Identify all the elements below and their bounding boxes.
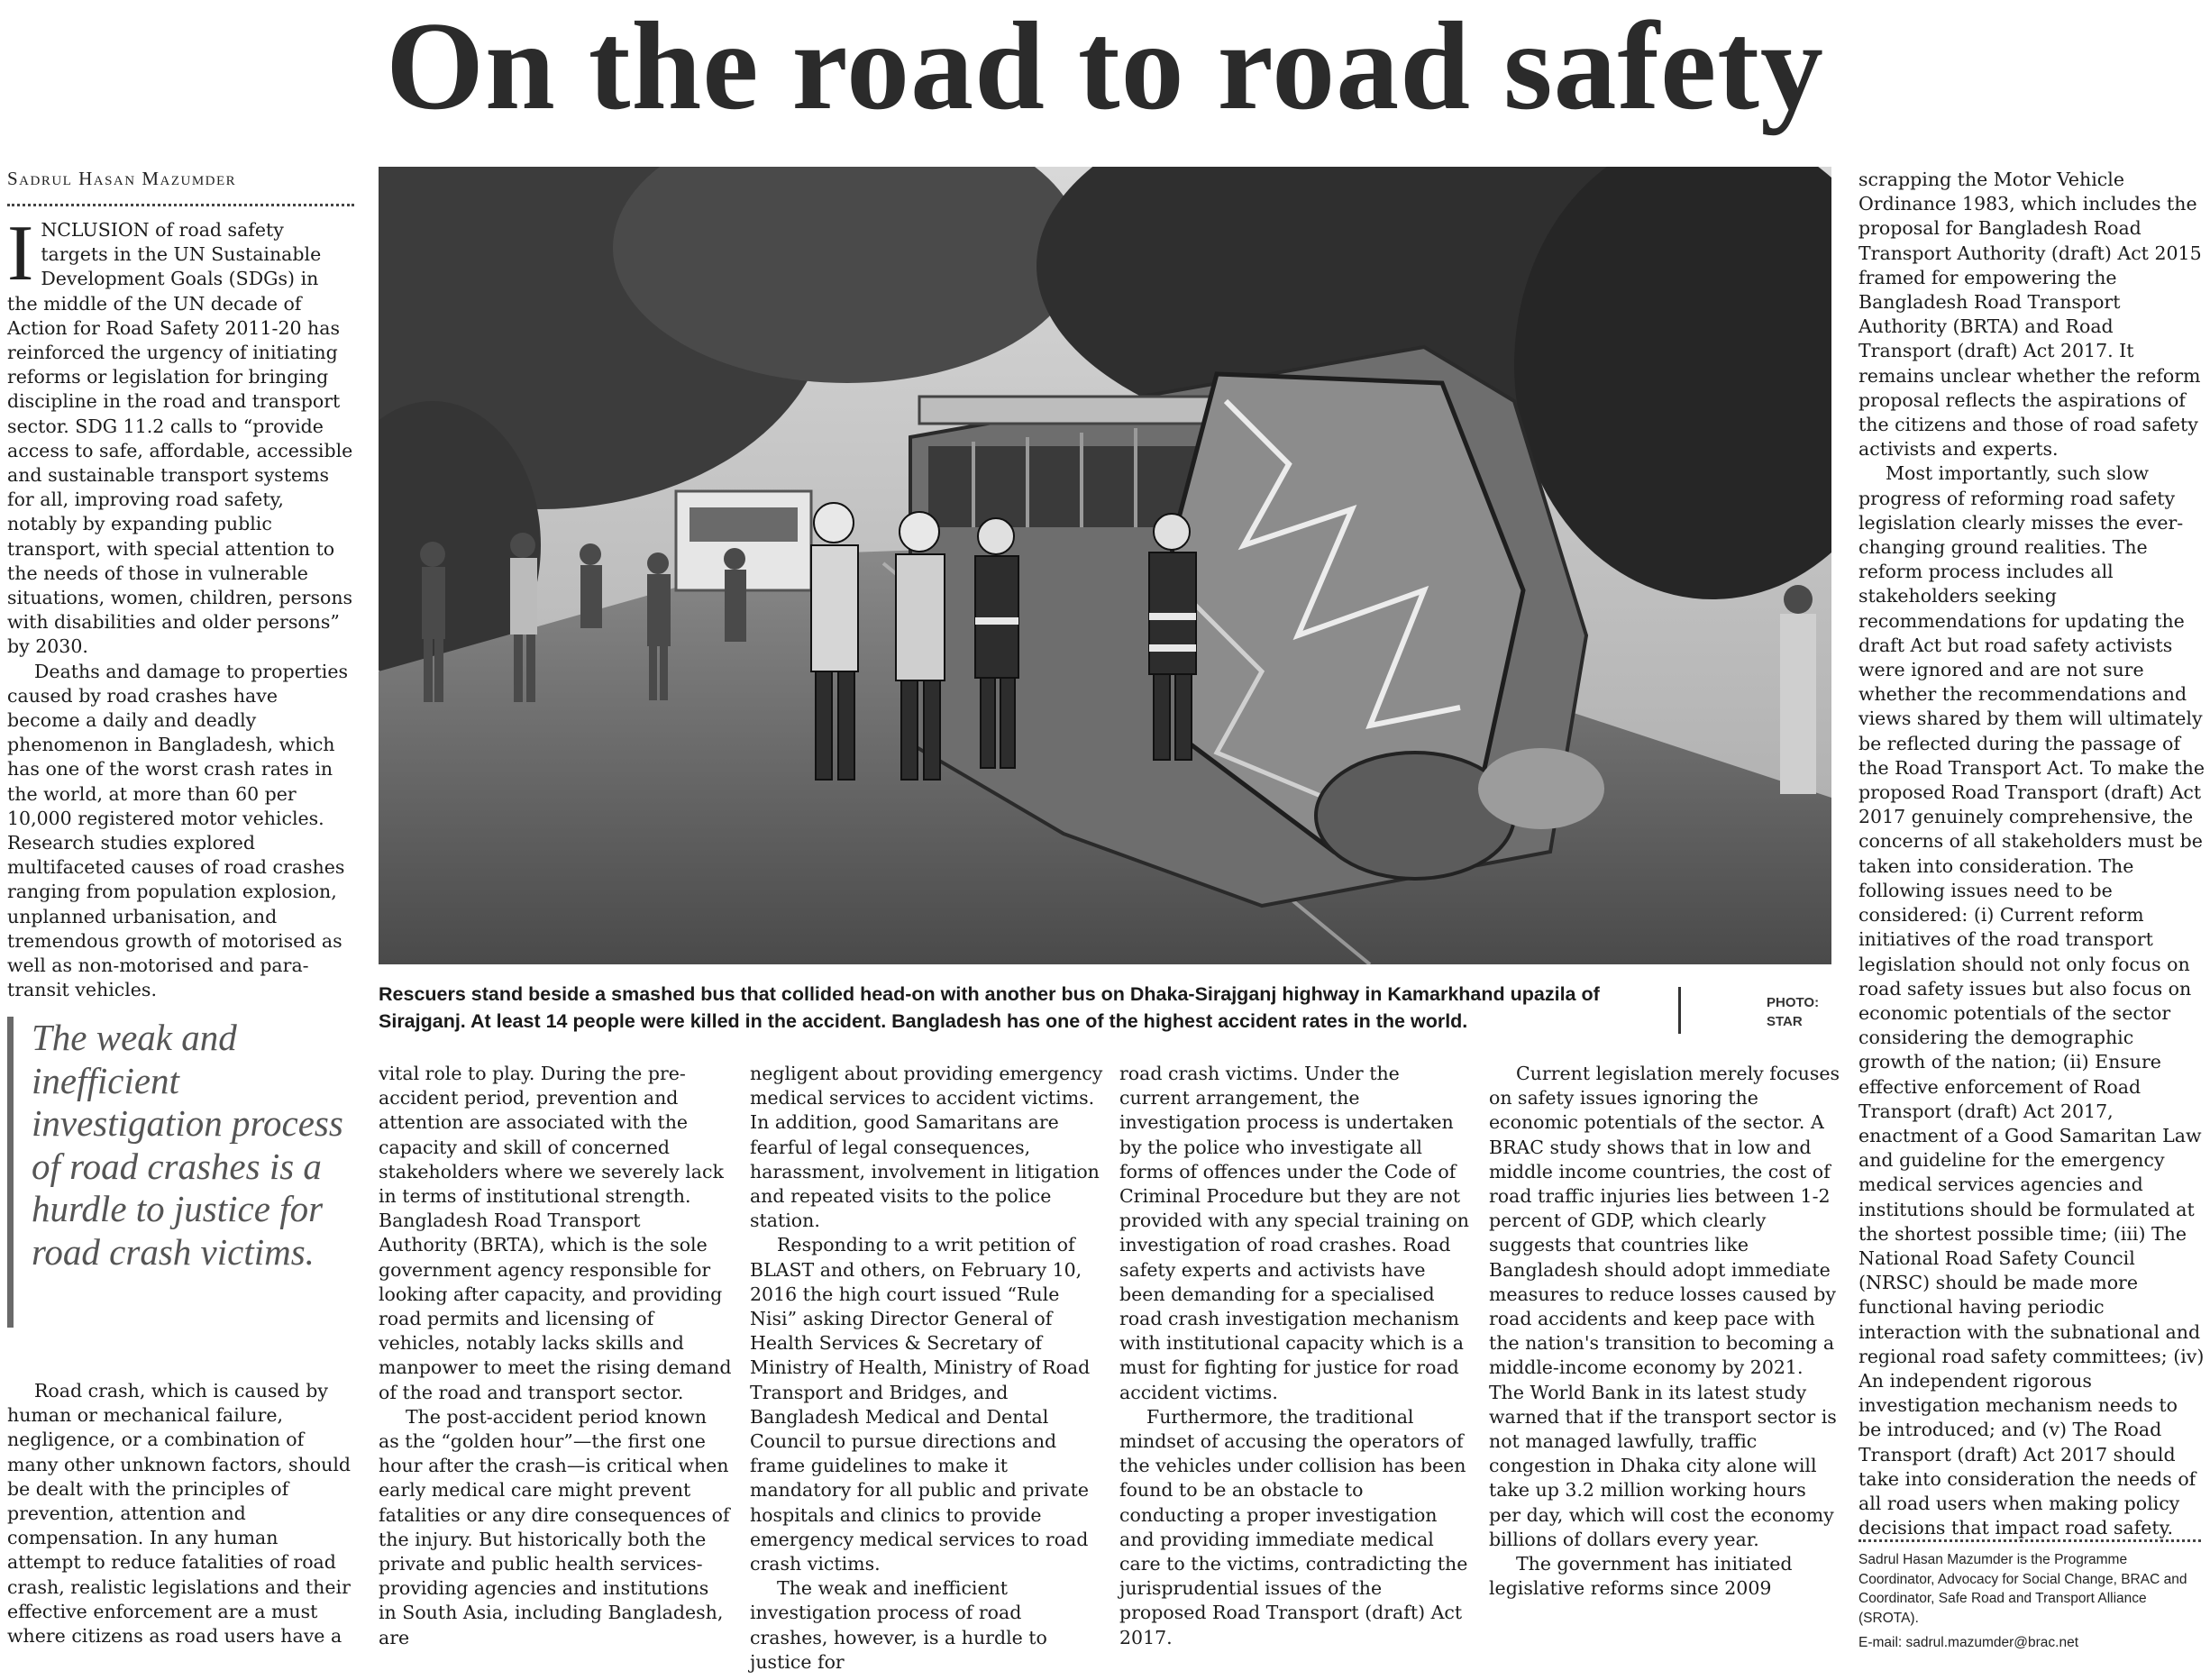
paragraph: Most importantly, such slow progress of reforming road safety legislation clearly misses the ever-changing ground realities. The reform process includes all stakeholders seeking recommendations for updating the draft Act but road safety activists were ignored and are not sure whether the recommendations and views shared by them will ultimately be reflected during the passage of the Road Transport Act. To make the proposed Road Transport (draft) Act 2017 genuinely comprehensive, the concerns of all stakeholders must be taken into consideration. The following issues need to be considered: (i) Current reform initiatives of the road transport legislation should not only focus on road safety issues but also focus on economic potentials of the sector considering the demographic growth of the nation; (ii) Ensure effective enforcement of Road Transport (draft) Act 2017, enactment of a Good Samaritan Law and guideline for the emergency medical services agencies and institutions should be formulated at the shortest possible time; (iii) The National Road Safety Council (NRSC) should be made more functional having periodic interaction with the subnational and regional road safety committees; (iv) An independent rigorous investigation mechanism needs to be introduced; and (v) The Road Transport (draft) Act 2017 should take into consideration the needs of all road users when making policy decisions that impact road safety. [1858,462,2205,1539]
author-email: E-mail: sadrul.mazumder@brac.net [1858,1635,2079,1650]
paragraph: The post-accident period known as the “golden hour”—the first one hour after the crash—is critical when early medical care might prevent fatalities or any dire consequences of the injury. But historically both the private and public health services-providing agencies and institutions in South Asia, including Bangladesh, are [379,1405,730,1648]
paragraph: vital role to play. During the pre-accident period, prevention and attention are associated with the capacity and skill of concerned stakeholders where we severely lack in terms of institutional strength. Bangladesh Road Transport Authority (BRTA), which is the sole government agency responsible for looking after capacity, and providing road permits and licensing of vehicles, notably lacks skills and manpower to meet the rising demand of the road and transport sector. [379,1063,732,1403]
paragraph: Responding to a writ petition of BLAST and others, on February 10, 2016 the high court issued “Rule Nisi” asking Director General of Health Services & Secretary of Ministry of Health, Ministry of Road Transport and Bridges, and Bangladesh Medical and Dental Council to pursue directions and frame guidelines to make it mandatory for all public and private hospitals and clinics to provide emergency medical services to road crash victims. [750,1234,1091,1575]
drop-cap: I [7,210,34,297]
bus-crash-photo-illustration [379,167,1831,964]
news-photo [379,167,1831,964]
column-2 [379,1062,732,1650]
intro-text: NCLUSION of road safety targets in the UN Sustainable Development Goals (SDGs) in the middle of the UN decade of Action for Road Safety 2011-20 has reinforced the urgency of initiating reforms or legislation for bringing discipline in the road and transport sector. SDG 11.2 calls to “provide access to safe, affordable, accessible and sustainable transport systems for all, improving road safety, notably by expanding public transport, with special attention to the needs of those in vulnerable situations, women, children, persons with disabilities and older persons” by 2030. [7,219,353,658]
column-1-upper [7,210,354,1003]
paragraph: Current legislation merely focuses on safety issues ignoring the economic potentials of the sector. A BRAC study shows that in low and middle income countries, the cost of road traffic injuries lies between 1-2 percent of GDP, which clearly suggests that countries like Bangladesh should adopt immediate measures to reduce losses caused by road accidents and keep pace with the nation's transition to becoming a middle-income economy by 2021. The World Bank in its latest study warned that if the transport sector is not managed lawfully, traffic congestion in Dhaka city alone will take up 3.2 million working hours per day, which will cost the economy billions of dollars every year. [1489,1063,1840,1550]
paragraph: The government has initiated legislative reforms since 2009 [1489,1553,1793,1600]
photo-credit-source: STAR [1767,1014,1803,1029]
photo-credit [1767,993,1848,1031]
photo-caption: Rescuers stand beside a smashed bus that collided head-on with another bus on Dhaka-Sirajganj highway in Kamarkhand upazila of Sirajganj. At least 14 people were killed in the accident. Bangladesh has one of the highest accident rates in the world. [379,983,1600,1032]
paragraph: Road crash, which is caused by human or mechanical failure, negligence, or a combination of many other unknown factors, should be dealt with the principles of prevention, attention and compensation. In any human attempt to reduce fatalities of road crash, realistic legislations and their effective enforcement are a must where citizens as road users have a [7,1380,352,1648]
caption-divider [1678,987,1681,1034]
column-3 [750,1062,1103,1675]
paragraph: road crash victims. Under the current arrangement, the investigation process is undertaken by the police who investigate all forms of offences under the Code of Criminal Procedure but they are not provided with any special training on investigation of road crashes. Road safety experts and activists have been demanding for a specialised road crash investigation mechanism with institutional capacity which is a must for fighting for justice for road accident victims. [1119,1063,1469,1403]
column-4 [1119,1062,1473,1650]
intro-paragraph [7,210,354,660]
column-5 [1489,1062,1842,1601]
bio-divider [1858,1539,2201,1542]
paragraph: Furthermore, the traditional mindset of accusing the operators of the vehicles under collision has been found to be an obstacle to conducting a proper investigation and providing immediate medical care to the victims, contradicting the jurisprudential issues of the proposed Road Transport (draft) Act 2017. [1119,1405,1468,1648]
byline-divider [7,204,354,206]
paragraph: Deaths and damage to properties caused by road crashes have become a daily and deadly phenomenon in Bangladesh, which has one of the worst crash rates in the world, at more than 60 per 10,000 registered motor vehicles. Research studies explored multifaceted causes of road crashes ranging from population explosion, unplanned urbanisation, and tremendous growth of motorised as well as non-motorised and para-transit vehicles. [7,660,348,1001]
photo-credit-label: PHOTO: [1767,995,1820,1010]
pull-quote: The weak and inefficient investigation process of road crashes is a hurdle to justice for road crash victims. [7,1017,350,1328]
column-6 [1858,168,2205,1540]
paragraph: negligent about providing emergency medical services to accident victims. In addition, good Samaritans are fearful of legal consequences, harassment, involvement in litigation and repeated visits to the police station. [750,1063,1103,1232]
paragraph: The weak and inefficient investigation process of road crashes, however, is a hurdle to justice for [750,1577,1047,1673]
byline: Sadrul Hasan Mazumder [7,168,237,189]
paragraph: scrapping the Motor Vehicle Ordinance 1983, which includes the proposal for Bangladesh Road Transport Authority (draft) Act 2015 framed for empowering the Bangladesh Road Transport Authority (BRTA) and Road Transport (draft) Act 2017. It remains unclear whether the reform proposal reflects the aspirations of the citizens and those of road safety activists and experts. [1858,169,2202,461]
author-bio: Sadrul Hasan Mazumder is the Programme Coordinator, Advocacy for Social Change, BRAC and Coordinator, Safe Road and Transport Alliance (SROTA). [1858,1552,2187,1626]
headline: On the road to road safety [386,0,1824,136]
column-1-lower [7,1379,354,1648]
